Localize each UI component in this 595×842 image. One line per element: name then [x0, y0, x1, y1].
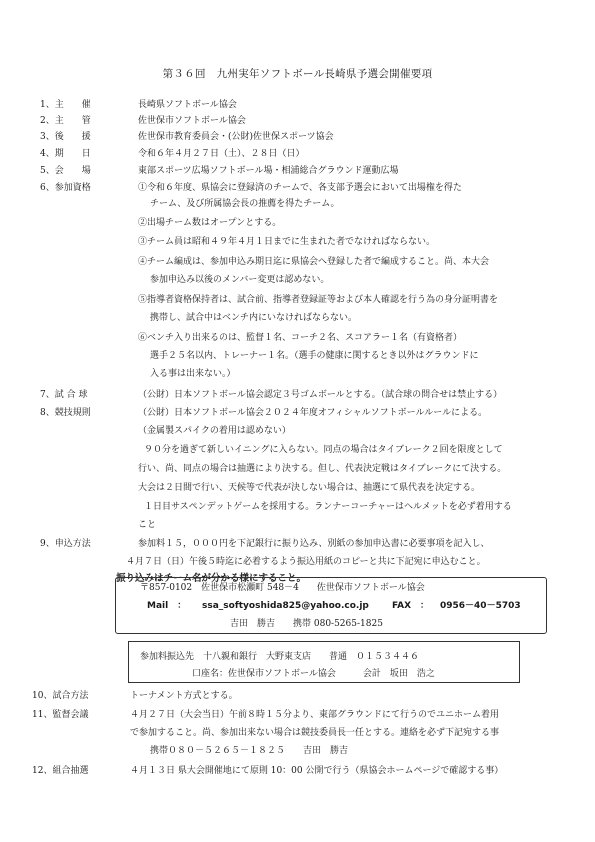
item-eligibility	[0, 182, 595, 195]
application-line: ４月７日（日）午後５時迄に必着するよう振込用紙のコピーと共に下記宛に申込むこと。	[126, 557, 486, 567]
item-label: 8、競技規則	[40, 408, 91, 418]
item-label: 3、後 援	[40, 132, 91, 142]
item-label: 9、申込方法	[40, 539, 91, 549]
item-label: 6、参加資格	[40, 183, 91, 193]
item-rules	[0, 407, 595, 420]
page-title: 第３６回 九州実年ソフトボール長崎県予選会開催要項	[162, 68, 433, 80]
item-draw	[0, 765, 595, 778]
fax-number: 0956－40－5703	[440, 601, 521, 611]
item-value: （公財）日本ソフトボール協会認定３号ゴムボールとする。（試合球の問合せは禁止する）	[138, 390, 503, 400]
item-value: 東部スポーツ広場ソフトボール場・相浦総合グラウンド運動広場	[138, 166, 399, 176]
eligibility-line: ④チーム編成は、参加申込み期日迄に県協会へ登録した者で編成すること。尚、本大会	[138, 257, 490, 267]
eligibility-line: 携帯し、試合中はベンチ内にいなければならない。	[150, 313, 358, 323]
item-ball	[0, 389, 595, 402]
mail-address: ssa_softyoshida825@yahoo.co.jp	[202, 601, 369, 611]
item-label: 1、主 催	[40, 100, 91, 110]
eligibility-line: ②出場チーム数はオープンとする。	[138, 218, 282, 228]
rules-line: 大会は２日間で行い、天候等で代表が決しない場合は、抽選にて県代表を決定する。	[138, 483, 481, 493]
item-label: 11、監督会議	[32, 710, 89, 720]
meeting-line: 携帯０８０－５２６５－１８２５ 吉田 勝吉	[150, 746, 349, 756]
bank-account-name: 口座名：佐世保市ソフトボール協会 会計 坂田 浩之	[192, 669, 435, 679]
transfer-note: 振り込みはチーム名が分かる様にすること。	[116, 573, 307, 584]
eligibility-line: 入る事は出来ない。）	[150, 369, 236, 379]
item-label: 12、組合抽選	[32, 766, 89, 776]
meeting-line: で参加すること。尚、参加出来ない場合は競技委員長一任とする。連絡を必ず下記宛する事	[130, 728, 500, 738]
item-value: 佐世保市ソフトボール協会	[138, 116, 246, 126]
item-date	[0, 148, 595, 161]
item-value: 令和６年４月２７日（土）、２８日（日）	[138, 149, 305, 159]
item-format	[0, 690, 595, 703]
item-label: 5、会 場	[40, 166, 91, 176]
eligibility-line: ⑤指導者資格保持者は、試合前、指導者登録証等および本人確認を行う為の身分証明書を	[138, 295, 499, 305]
item-label: 7、試 合 球	[40, 390, 88, 400]
item-value: ４月１３日 県大会開催地にて原則 10：00 公開で行う（県協会ホームページで確認する事）	[130, 766, 504, 776]
item-venue	[0, 165, 595, 178]
item-label: 2、主 管	[40, 116, 91, 126]
fax-label: FAX ：	[392, 601, 430, 611]
item-managers-meeting	[0, 709, 595, 722]
item-label: 10、試合方法	[32, 691, 89, 701]
rules-line: １日目サスペンデットゲームを採用する。ランナーコーチャーはヘルメットを必ず着用する	[144, 502, 512, 512]
item-manager	[0, 115, 595, 128]
item-value: トーナメント方式とする。	[130, 691, 238, 701]
item-value: 佐世保市教育委員会・(公財)佐世保スポーツ協会	[138, 132, 334, 142]
rules-line: こと	[138, 520, 157, 530]
eligibility-line: ③チーム員は昭和４９年４月１日までに生まれた者でなければならない。	[138, 237, 436, 247]
mail-label: Mail ：	[147, 601, 187, 611]
meeting-line: ４月２７日（大会当日）午前８時１５分より、東部グラウンドにて行うのでユニホーム着用	[130, 710, 500, 720]
bank-account: 参加料振込先 十八親和銀行 大野東支店 普通 ０１５３４４６	[140, 652, 420, 662]
eligibility-line: 参加申込み以後のメンバー変更は認めない。	[150, 275, 330, 285]
eligibility-line: ①令和６年度、県協会に登録済のチームで、各支部予選会において出場権を得た	[138, 183, 462, 193]
application-line: 参加料１５，０００円を下記銀行に振り込み、別紙の参加申込書に必要事項を記入し、	[138, 539, 490, 549]
contact-person: 吉田 勝吉 携帯 080-5265-1825	[230, 619, 383, 629]
rules-line: （公財）日本ソフトボール協会２０２４年度オフィシャルソフトボールルールによる。	[138, 408, 488, 418]
item-organizer	[0, 99, 595, 112]
eligibility-line: 選手２５名以内、トレーナー１名。（選手の健康に関するとき以外はグラウンドに	[150, 351, 479, 361]
contact-address: 〒857-0102 佐世保市松瀬町 548－4 佐世保市ソフトボール協会	[140, 583, 425, 593]
eligibility-line: チーム、及び所属協会長の推薦を得たチーム。	[150, 199, 340, 209]
rules-line: （金属製スパイクの着用は認めない）	[138, 426, 291, 436]
rules-line: 行い、尚、同点の場合は抽選により決する。但し、代表決定戦はタイブレークにて決する。	[138, 464, 507, 474]
item-sponsor	[0, 131, 595, 144]
item-application	[0, 538, 595, 551]
item-value: 長崎県ソフトボール協会	[138, 100, 237, 110]
eligibility-line: ⑥ベンチ入り出来るのは、監督１名、コーチ２名、スコアラー１名（有資格者）	[138, 333, 463, 343]
rules-line: ９０分を過ぎて新しいイニングに入らない。同点の場合はタイブレーク２回を限度として	[144, 445, 503, 455]
item-label: 4、期 日	[40, 149, 91, 159]
